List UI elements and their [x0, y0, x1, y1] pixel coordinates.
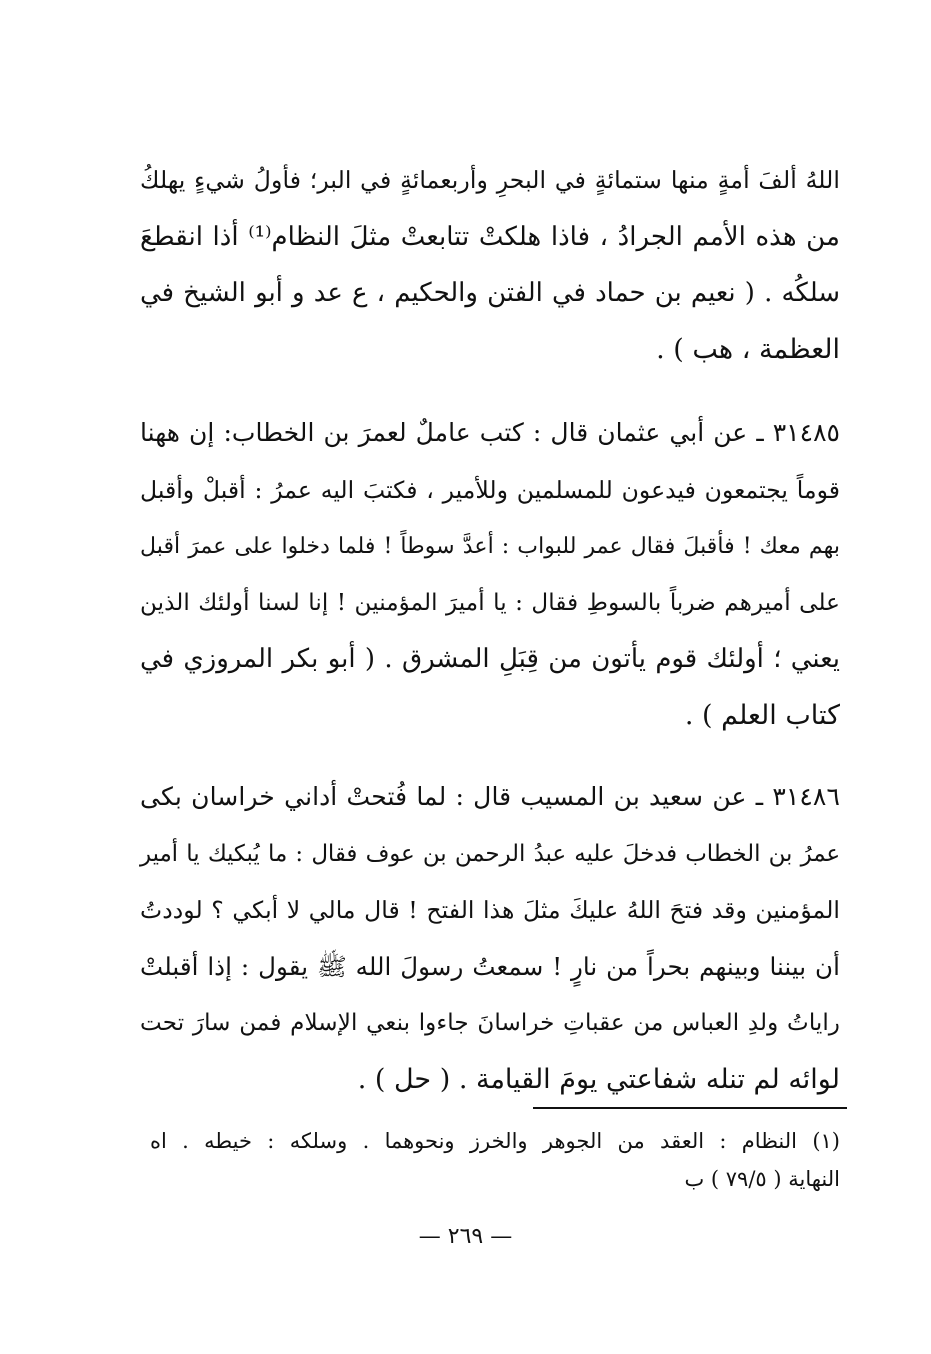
- footnote: [150, 1122, 840, 1198]
- text-line: العظمة ، هب ) .: [656, 333, 840, 365]
- text-line: يعني ؛ أولئك قوم يأتون من قِبَلِ المشرق . ( أبو بكر المروزي في: [140, 644, 840, 674]
- text-line: سلكُه . ( نعيم بن حماد في الفتن والحكيم ، ع عد و أبو الشيخ في: [140, 278, 840, 308]
- page-number: — ٢٦٩ —: [418, 1224, 513, 1249]
- text-line: ٣١٤٨٥ ـ عن أبي عثمان قال : كتب عاملٌ لعمرَ بن الخطاب: إن ههنا: [140, 418, 840, 447]
- text-line: قوماً يجتمعون فيدعون للمسلمين وللأمير ، فكتبَ اليه عمرُ : أقبلْ وأقبل: [140, 475, 840, 504]
- footnote-line: النهاية ( ٧٩/٥ ) ب: [684, 1167, 840, 1191]
- text-line: ٣١٤٨٦ ـ عن سعيد بن المسيب قال : لما فُتحتْ أداني خراسان بكى: [140, 782, 840, 811]
- text-line: من هذه الأمم الجرادُ ، فاذا هلكتْ تتابعتْ مثلَ النظام⁽¹⁾ أذا انقطعَ: [140, 221, 840, 252]
- footnote-divider: [533, 1107, 847, 1109]
- text-line: كتاب العلم ) .: [684, 699, 840, 731]
- text-line: لوائه لم تنله شفاعتي يومَ القيامة . ( حل ) .: [357, 1063, 840, 1095]
- text-line: اللهُ ألفَ أمةٍ منها ستمائةٍ في البحرِ وأربعمائةٍ في البر؛ فأولُ شيءٍ يهلكُ: [140, 166, 840, 194]
- hadith-31486: [140, 769, 840, 1108]
- text-line: على أميرهم ضرباً بالسوطِ فقال : يا أميرَ المؤمنين ! إنا لسنا أولئك الذين: [140, 588, 840, 616]
- text-line: بهم معك ! فأقبلَ فقال عمر للبواب : أعدَّ سوطاً ! فلما دخلوا على عمرَ أقبل: [140, 533, 840, 559]
- text-line: أن بيننا وبينهم بحراً من نارٍ ! سمعتُ رسولَ الله ﷺ يقول : إذا أقبلتْ: [140, 951, 840, 981]
- hadith-31485: [140, 405, 840, 744]
- text-line: راياتُ ولدِ العباس من عقباتِ خراسانَ جاءوا بنعي الإسلام فمن سارَ تحت: [140, 1009, 840, 1036]
- text-line: المؤمنين وقد فتحَ اللهُ عليكَ مثلَ هذا الفتح ! قال مالي لا أبكي ؟ لوددتُ: [140, 896, 840, 924]
- text-line: عمرُ بن الخطاب فدخلَ عليه عبدُ الرحمن بن عوف فقال : ما يُبكيك يا أمير: [140, 840, 840, 867]
- paragraph-1: [140, 152, 840, 378]
- footnote-line: (١) النظام : العقد من الجوهر والخرز ونحوهما . وسلكه : خيطه . اه: [150, 1129, 840, 1153]
